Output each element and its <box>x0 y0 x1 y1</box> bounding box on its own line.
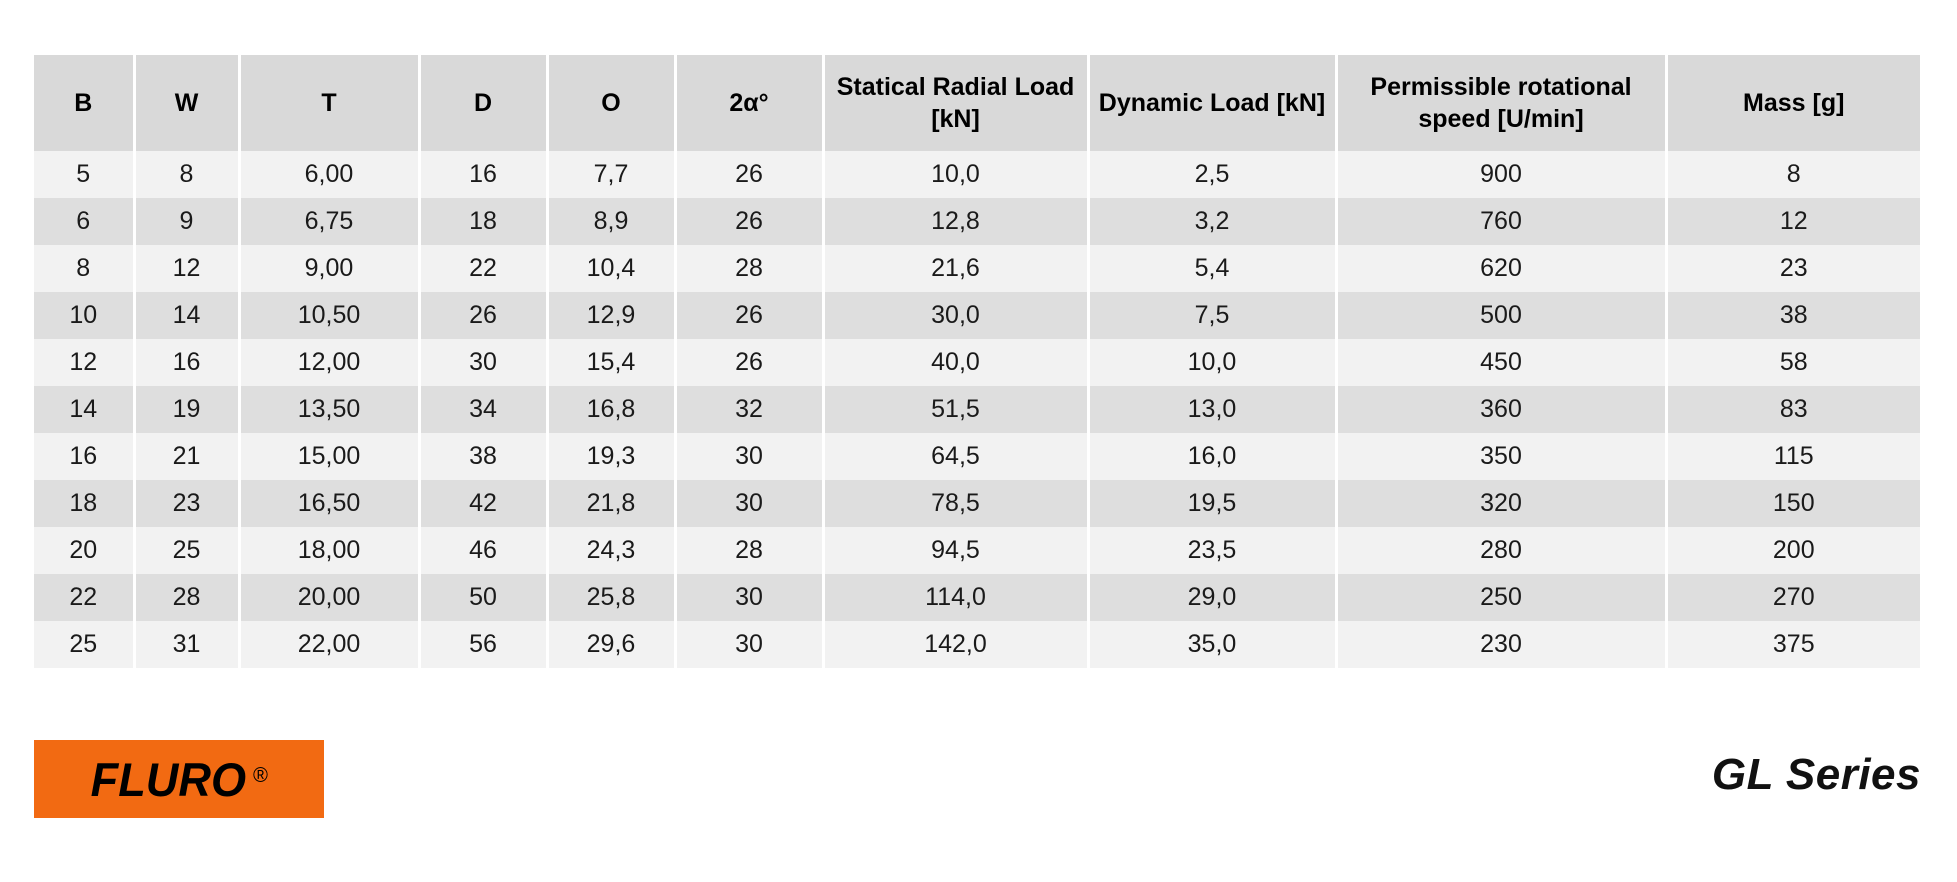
cell-t: 10,50 <box>239 292 419 339</box>
cell-t: 22,00 <box>239 621 419 668</box>
cell-o: 24,3 <box>547 527 675 574</box>
cell-w: 16 <box>134 339 239 386</box>
cell-t: 18,00 <box>239 527 419 574</box>
cell-d: 22 <box>419 245 547 292</box>
table-row <box>34 527 1920 574</box>
cell-b: 12 <box>34 339 134 386</box>
cell-mass: 83 <box>1666 386 1920 433</box>
cell-statical-radial-load: 64,5 <box>823 433 1088 480</box>
column-header-mass: Mass [g] <box>1666 55 1920 151</box>
registered-trademark-icon: ® <box>252 763 268 787</box>
column-header-dynamic-load: Dynamic Load [kN] <box>1088 55 1336 151</box>
cell-dynamic-load: 13,0 <box>1088 386 1336 433</box>
cell-permissible-speed: 500 <box>1336 292 1666 339</box>
cell-statical-radial-load: 114,0 <box>823 574 1088 621</box>
cell-o: 12,9 <box>547 292 675 339</box>
cell-dynamic-load: 29,0 <box>1088 574 1336 621</box>
column-header-o: O <box>547 55 675 151</box>
cell-w: 25 <box>134 527 239 574</box>
cell-o: 16,8 <box>547 386 675 433</box>
cell-statical-radial-load: 21,6 <box>823 245 1088 292</box>
cell-statical-radial-load: 30,0 <box>823 292 1088 339</box>
table-header <box>34 55 1920 151</box>
cell-b: 14 <box>34 386 134 433</box>
cell-d: 34 <box>419 386 547 433</box>
page-footer <box>0 740 1957 850</box>
cell-permissible-speed: 230 <box>1336 621 1666 668</box>
cell-w: 12 <box>134 245 239 292</box>
cell-angle: 32 <box>675 386 823 433</box>
cell-dynamic-load: 23,5 <box>1088 527 1336 574</box>
cell-d: 16 <box>419 151 547 198</box>
cell-angle: 28 <box>675 245 823 292</box>
cell-o: 19,3 <box>547 433 675 480</box>
cell-o: 15,4 <box>547 339 675 386</box>
cell-dynamic-load: 16,0 <box>1088 433 1336 480</box>
cell-d: 56 <box>419 621 547 668</box>
cell-w: 14 <box>134 292 239 339</box>
cell-d: 50 <box>419 574 547 621</box>
cell-mass: 58 <box>1666 339 1920 386</box>
cell-permissible-speed: 620 <box>1336 245 1666 292</box>
cell-t: 16,50 <box>239 480 419 527</box>
cell-angle: 30 <box>675 621 823 668</box>
cell-angle: 26 <box>675 151 823 198</box>
cell-mass: 38 <box>1666 292 1920 339</box>
column-header-statical-radial-load: Statical Radial Load [kN] <box>823 55 1088 151</box>
cell-statical-radial-load: 12,8 <box>823 198 1088 245</box>
cell-b: 22 <box>34 574 134 621</box>
cell-mass: 375 <box>1666 621 1920 668</box>
column-header-w: W <box>134 55 239 151</box>
cell-statical-radial-load: 142,0 <box>823 621 1088 668</box>
cell-dynamic-load: 5,4 <box>1088 245 1336 292</box>
cell-statical-radial-load: 94,5 <box>823 527 1088 574</box>
cell-permissible-speed: 280 <box>1336 527 1666 574</box>
cell-t: 13,50 <box>239 386 419 433</box>
series-label: GL Series <box>1711 750 1921 799</box>
cell-o: 25,8 <box>547 574 675 621</box>
cell-t: 6,00 <box>239 151 419 198</box>
cell-t: 12,00 <box>239 339 419 386</box>
cell-mass: 23 <box>1666 245 1920 292</box>
cell-t: 6,75 <box>239 198 419 245</box>
cell-d: 38 <box>419 433 547 480</box>
cell-b: 25 <box>34 621 134 668</box>
cell-angle: 30 <box>675 574 823 621</box>
cell-d: 30 <box>419 339 547 386</box>
table-body <box>34 151 1920 668</box>
cell-b: 16 <box>34 433 134 480</box>
cell-w: 8 <box>134 151 239 198</box>
cell-dynamic-load: 3,2 <box>1088 198 1336 245</box>
cell-angle: 26 <box>675 339 823 386</box>
cell-o: 29,6 <box>547 621 675 668</box>
logo-wordmark <box>90 752 268 806</box>
cell-permissible-speed: 250 <box>1336 574 1666 621</box>
cell-d: 18 <box>419 198 547 245</box>
cell-permissible-speed: 360 <box>1336 386 1666 433</box>
cell-mass: 12 <box>1666 198 1920 245</box>
cell-angle: 30 <box>675 433 823 480</box>
cell-b: 10 <box>34 292 134 339</box>
cell-w: 9 <box>134 198 239 245</box>
cell-w: 23 <box>134 480 239 527</box>
cell-angle: 26 <box>675 292 823 339</box>
table-row <box>34 621 1920 668</box>
cell-b: 5 <box>34 151 134 198</box>
cell-b: 8 <box>34 245 134 292</box>
cell-o: 21,8 <box>547 480 675 527</box>
table-row <box>34 151 1920 198</box>
cell-w: 31 <box>134 621 239 668</box>
cell-o: 7,7 <box>547 151 675 198</box>
cell-d: 42 <box>419 480 547 527</box>
column-header-permissible-rotational-speed: Permissible rotational speed [U/min] <box>1336 55 1666 151</box>
column-header-b: B <box>34 55 134 151</box>
cell-dynamic-load: 35,0 <box>1088 621 1336 668</box>
spec-table-container <box>34 55 1920 668</box>
cell-dynamic-load: 10,0 <box>1088 339 1336 386</box>
cell-statical-radial-load: 10,0 <box>823 151 1088 198</box>
fluro-logo <box>34 740 324 818</box>
cell-d: 46 <box>419 527 547 574</box>
cell-b: 6 <box>34 198 134 245</box>
table-row <box>34 574 1920 621</box>
cell-o: 10,4 <box>547 245 675 292</box>
table-row <box>34 433 1920 480</box>
cell-angle: 28 <box>675 527 823 574</box>
cell-t: 20,00 <box>239 574 419 621</box>
table-row <box>34 198 1920 245</box>
column-header-angle: 2α° <box>675 55 823 151</box>
cell-b: 18 <box>34 480 134 527</box>
specification-table <box>34 55 1920 668</box>
cell-mass: 115 <box>1666 433 1920 480</box>
table-row <box>34 245 1920 292</box>
cell-d: 26 <box>419 292 547 339</box>
cell-statical-radial-load: 51,5 <box>823 386 1088 433</box>
cell-statical-radial-load: 40,0 <box>823 339 1088 386</box>
table-row <box>34 480 1920 527</box>
cell-angle: 30 <box>675 480 823 527</box>
column-header-d: D <box>419 55 547 151</box>
cell-permissible-speed: 760 <box>1336 198 1666 245</box>
cell-angle: 26 <box>675 198 823 245</box>
cell-mass: 150 <box>1666 480 1920 527</box>
cell-dynamic-load: 19,5 <box>1088 480 1336 527</box>
table-row <box>34 386 1920 433</box>
logo-wordmark-text: FLURO <box>90 752 246 806</box>
table-row <box>34 292 1920 339</box>
cell-permissible-speed: 350 <box>1336 433 1666 480</box>
cell-w: 21 <box>134 433 239 480</box>
cell-dynamic-load: 2,5 <box>1088 151 1336 198</box>
table-row <box>34 339 1920 386</box>
cell-w: 19 <box>134 386 239 433</box>
cell-statical-radial-load: 78,5 <box>823 480 1088 527</box>
cell-permissible-speed: 320 <box>1336 480 1666 527</box>
cell-mass: 270 <box>1666 574 1920 621</box>
cell-t: 9,00 <box>239 245 419 292</box>
cell-t: 15,00 <box>239 433 419 480</box>
cell-permissible-speed: 900 <box>1336 151 1666 198</box>
cell-permissible-speed: 450 <box>1336 339 1666 386</box>
cell-b: 20 <box>34 527 134 574</box>
table-header-row <box>34 55 1920 151</box>
cell-mass: 8 <box>1666 151 1920 198</box>
cell-o: 8,9 <box>547 198 675 245</box>
cell-dynamic-load: 7,5 <box>1088 292 1336 339</box>
cell-w: 28 <box>134 574 239 621</box>
column-header-t: T <box>239 55 419 151</box>
cell-mass: 200 <box>1666 527 1920 574</box>
